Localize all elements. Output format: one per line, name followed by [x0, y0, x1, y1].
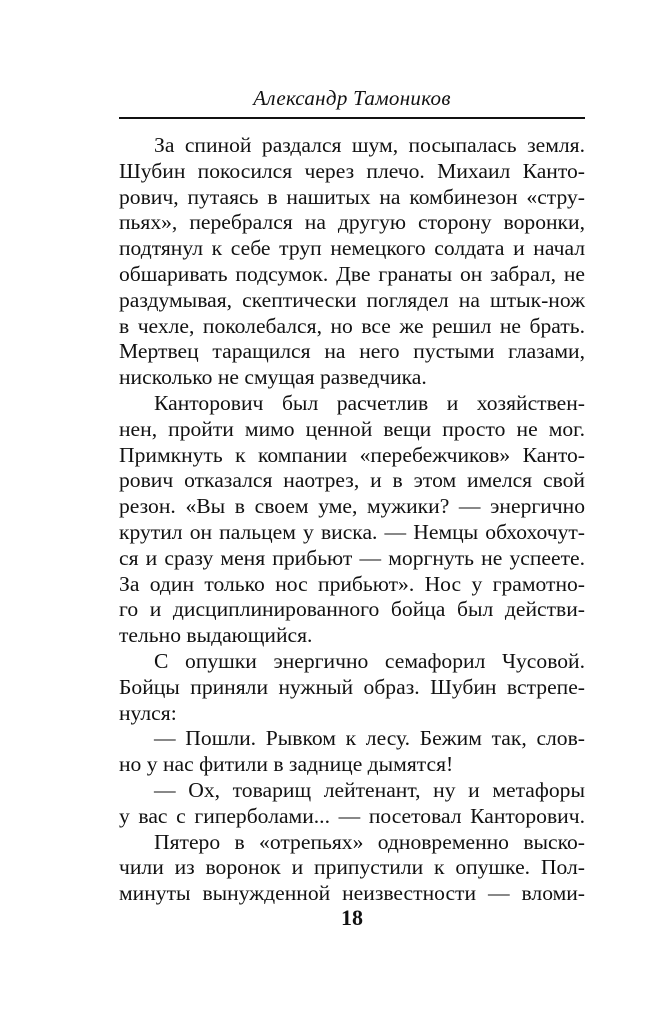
body-text: [119, 133, 585, 907]
page-number: 18: [341, 905, 363, 930]
text-line: крутил он пальцем у виска. — Немцы обхохочут-: [119, 519, 585, 544]
text-line: у вас с гиперболами... — посетовал Канторович.: [119, 803, 585, 828]
text-line: пьях», перебрался на другую сторону воронки,: [119, 210, 585, 235]
text-line: За один только нос прибьют». Нос у грамотно-: [119, 571, 585, 596]
text-line: ся и сразу меня прибьют — моргнуть не успеете.: [119, 545, 585, 570]
text-line: Мертвец таращился на него пустыми глазами,: [119, 339, 585, 364]
text-line: нисколько не смущая разведчика.: [119, 365, 427, 390]
text-line: — Ох, товарищ лейтенант, ну и метафоры: [154, 777, 585, 802]
text-line: Бойцы приняли нужный образ. Шубин встрепе-: [119, 674, 585, 699]
text-line: Канторович был расчетлив и хозяйствен-: [154, 390, 585, 415]
text-line: тельно выдающийся.: [119, 623, 313, 648]
header-rule: [119, 117, 585, 119]
text-line: обшаривать подсумок. Две гранаты он забрал, не: [119, 261, 585, 286]
text-line: — Пошли. Рывком к лесу. Бежим так, слов-: [154, 726, 585, 751]
text-line: чили из воронок и припустили к опушке. Пол-: [119, 855, 585, 880]
text-line: нулся:: [119, 700, 177, 725]
text-line: Шубин покосился через плечо. Михаил Канто-: [119, 158, 585, 183]
text-line: в чехле, поколебался, но все же решил не брать.: [119, 313, 585, 338]
text-line: но у нас фитили в заднице дымятся!: [119, 752, 454, 777]
text-line: раздумывая, скептически поглядел на штык-нож: [119, 287, 585, 312]
text-line: Пятеро в «отрепьях» одновременно выско-: [154, 829, 585, 854]
text-line: рович, путаясь в нашитых на комбинезон «стру-: [119, 184, 585, 209]
text-line: го и дисциплинированного бойца был действи-: [119, 597, 585, 622]
running-head-author: Александр Тамоников: [253, 86, 451, 110]
text-line: подтянул к себе труп немецкого солдата и начал: [119, 236, 585, 261]
text-line: резон. «Вы в своем уме, мужики? — энергично: [119, 494, 585, 519]
text-line: рович отказался наотрез, и в этом имелся свой: [119, 468, 585, 493]
text-line: За спиной раздался шум, посыпалась земля.: [154, 133, 585, 157]
text-line: С опушки энергично семафорил Чусовой.: [154, 648, 585, 673]
text-line: минуты вынужденной неизвестности — вломи-: [119, 881, 585, 906]
text-line: нен, пройти мимо ценной вещи просто не мог.: [119, 416, 585, 441]
text-line: Примкнуть к компании «перебежчиков» Канто-: [119, 442, 585, 467]
